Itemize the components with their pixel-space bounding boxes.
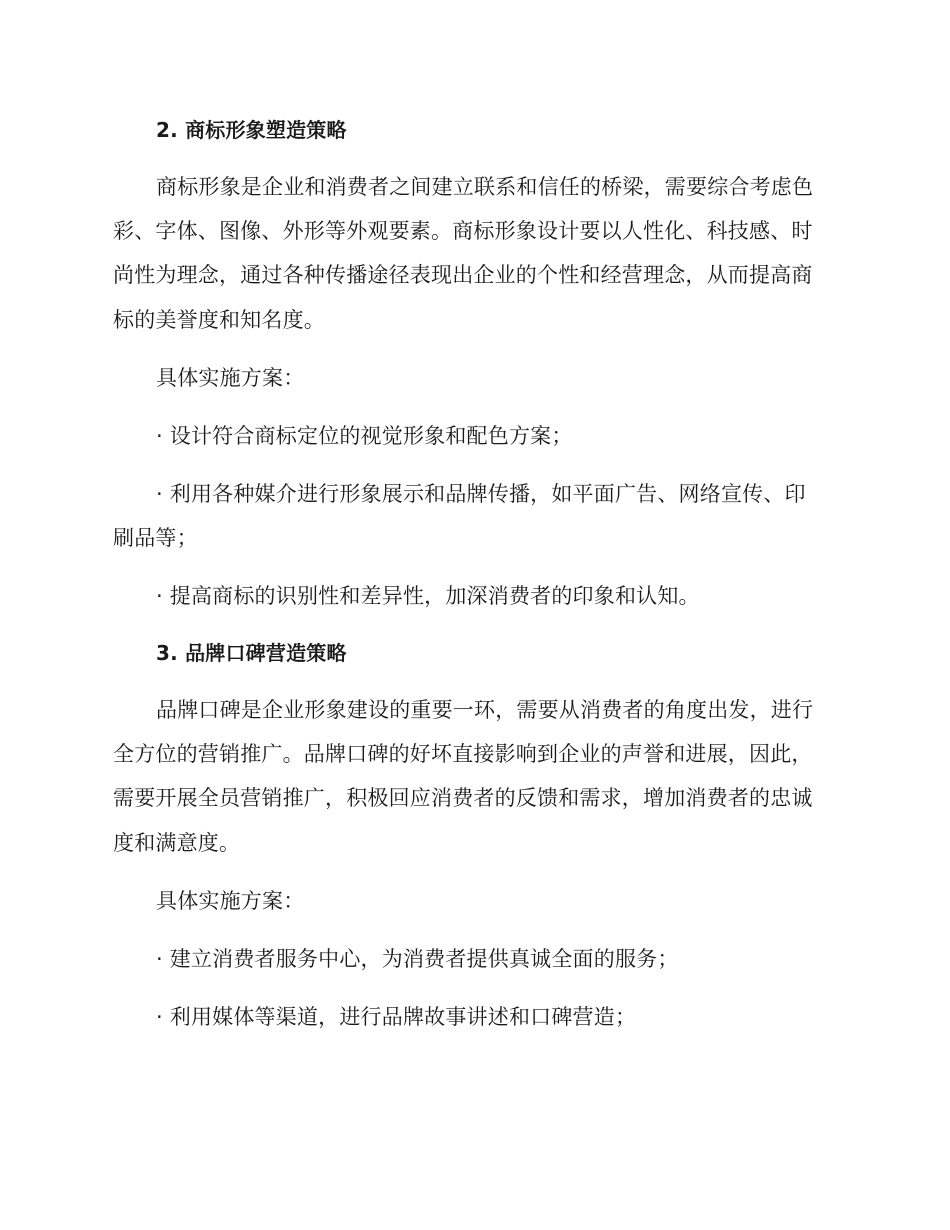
paragraph-line: 需要开展全员营销推广，积极回应消费者的反馈和需求，增加消费者的忠诚 xyxy=(113,786,813,810)
paragraph-line: 尚性为理念，通过各种传播途径表现出企业的个性和经营理念，从而提高商 xyxy=(113,263,813,287)
plan-label: 具体实施方案： xyxy=(156,889,305,913)
paragraph-line: 品牌口碑是企业形象建设的重要一环，需要从消费者的角度出发，进行 xyxy=(156,698,814,722)
section-heading: 3. 品牌口碑营造策略 xyxy=(156,641,347,665)
paragraph-line: 全方位的营销推广。品牌口碑的好坏直接影响到企业的声誉和进展，因此， xyxy=(113,742,813,766)
bullet-item: · 设计符合商标定位的视觉形象和配色方案； xyxy=(156,424,573,448)
bullet-item: · 建立消费者服务中心，为消费者提供真诚全面的服务； xyxy=(156,947,679,971)
bullet-item: · 提高商标的识别性和差异性，加深消费者的印象和认知。 xyxy=(156,584,700,608)
bullet-item-continuation: 刷品等； xyxy=(113,526,198,550)
paragraph-line: 商标形象是企业和消费者之间建立联系和信任的桥梁，需要综合考虑色 xyxy=(156,175,814,199)
plan-label: 具体实施方案： xyxy=(156,366,305,390)
section-heading: 2. 商标形象塑造策略 xyxy=(156,118,347,142)
bullet-item: · 利用各种媒介进行形象展示和品牌传播，如平面广告、网络宣传、印 xyxy=(156,482,806,506)
paragraph-line: 彩、字体、图像、外形等外观要素。商标形象设计要以人性化、科技感、时 xyxy=(113,219,813,243)
bullet-item: · 利用媒体等渠道，进行品牌故事讲述和口碑营造； xyxy=(156,1005,637,1029)
paragraph-line: 度和满意度。 xyxy=(113,831,241,855)
paragraph-line: 标的美誉度和知名度。 xyxy=(113,308,325,332)
